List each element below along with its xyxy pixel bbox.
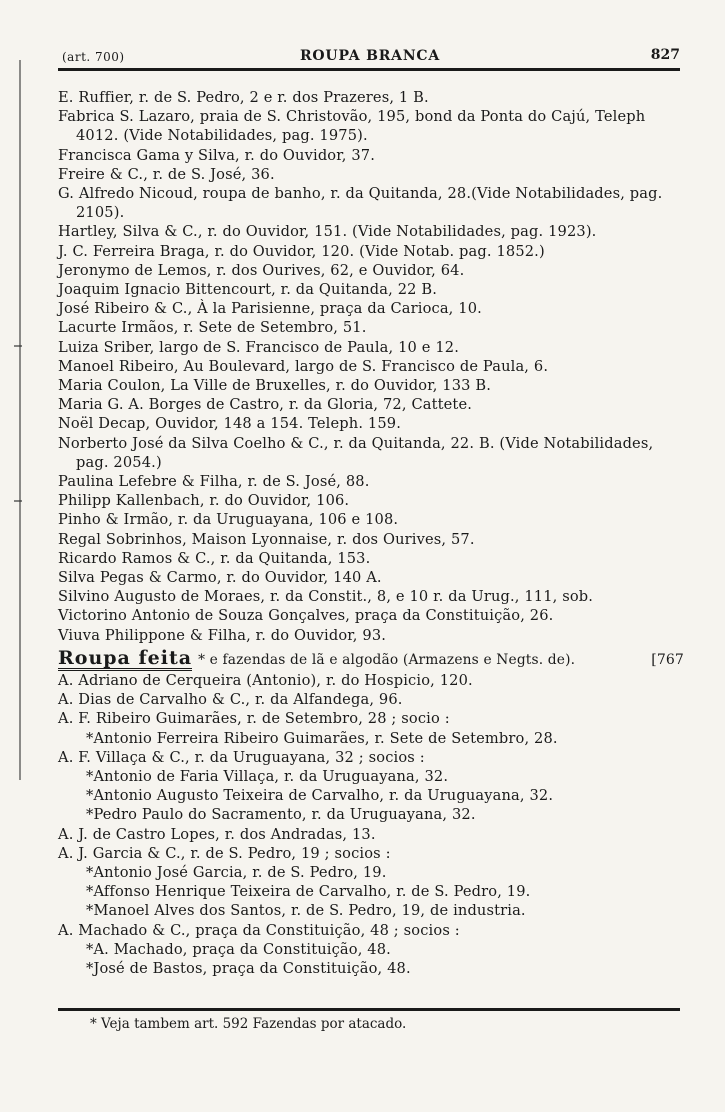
partner-entry: *Antonio Ferreira Ribeiro Guimarães, r. Sete de Setembro, 28. [86, 729, 558, 747]
list-item: Ricardo Ramos & C., r. da Quitanda, 153. [58, 549, 371, 567]
partner-entry: *Pedro Paulo do Sacramento, r. da Uruguayana, 32. [86, 806, 476, 824]
list-item: Viuva Philippone & Filha, r. do Ouvidor, 93. [58, 626, 387, 644]
partner-entry: *Antonio José Garcia, r. de S. Pedro, 19. [86, 863, 387, 881]
section-description: * e fazendas de lã e algodão (Armazens e Negts. de). [198, 651, 576, 668]
firm-entry: A. Dias de Carvalho & C., r. da Alfandega, 96. [58, 691, 403, 709]
list-item: Manoel Ribeiro, Au Boulevard, largo de S. Francisco de Paula, 6. [58, 357, 549, 375]
list-item: Regal Sobrinhos, Maison Lyonnaise, r. dos Ourives, 57. [58, 530, 475, 548]
list-item: Luiza Sriber, largo de S. Francisco de Paula, 10 e 12. [58, 338, 459, 356]
list-item: E. Ruffier, r. de S. Pedro, 2 e r. dos Prazeres, 1 B. [58, 89, 429, 106]
list-item: Maria Coulon, La Ville de Bruxelles, r. do Ouvidor, 133 B. [58, 377, 492, 395]
header-rule [58, 68, 680, 71]
entry-list [58, 88, 684, 645]
list-item: Francisca Gama y Silva, r. do Ouvidor, 37. [58, 146, 375, 164]
list-item: Fabrica S. Lazaro, praia de S. Christovão, 195, bond da Ponta do Cajú, Teleph 4012. (Vide Notabilidades, pag. 1975). [58, 108, 646, 145]
list-item: Hartley, Silva & C., r. do Ouvidor, 151. (Vide Notabilidades, pag. 1923). [58, 223, 597, 241]
list-item: Silvino Augusto de Moraes, r. da Constit., 8, e 10 r. da Urug., 111, sob. [58, 588, 594, 606]
listing-content [58, 88, 684, 978]
page-title: ROUPA BRANCA [300, 48, 441, 64]
list-item: Noël Decap, Ouvidor, 148 a 154. Teleph. 159. [58, 415, 402, 433]
list-item: Norberto José da Silva Coelho & C., r. da Quitanda, 22. B. (Vide Notabilidades, pag. 2054.) [58, 434, 654, 471]
article-reference: (art. 700) [62, 50, 125, 64]
partner-entry: *Affonso Henrique Teixeira de Carvalho, r. de S. Pedro, 19. [86, 883, 531, 901]
page-number: 827 [650, 47, 680, 63]
list-item: Pinho & Irmão, r. da Uruguayana, 106 e 108. [58, 511, 399, 529]
list-item: José Ribeiro & C., À la Parisienne, praça da Carioca, 10. [58, 300, 482, 318]
partner-entry: *Antonio de Faria Villaça, r. da Uruguayana, 32. [86, 767, 449, 785]
footer-rule [58, 1008, 680, 1011]
firm-entry: A. F. Ribeiro Guimarães, r. de Setembro, 28 ; socio : [58, 710, 450, 728]
firm-entry: A. Machado & C., praça da Constituição, 48 ; socios : [58, 921, 460, 939]
list-item: Freire & C., r. de S. José, 36. [58, 165, 275, 183]
list-item: Maria G. A. Borges de Castro, r. da Gloria, 72, Cattete. [58, 396, 473, 414]
list-item: Jeronymo de Lemos, r. dos Ourives, 62, e Ouvidor, 64. [58, 261, 465, 279]
list-item: Philipp Kallenbach, r. do Ouvidor, 106. [58, 492, 350, 510]
margin-tick [14, 500, 22, 502]
firm-entry: A. J. Garcia & C., r. de S. Pedro, 19 ; socios : [58, 844, 391, 862]
firm-entry: A. Adriano de Cerqueira (Antonio), r. do Hospicio, 120. [58, 671, 473, 689]
partner-entry: *Antonio Augusto Teixeira de Carvalho, r. da Uruguayana, 32. [86, 787, 554, 805]
list-item: Joaquim Ignacio Bittencourt, r. da Quitanda, 22 B. [58, 281, 438, 299]
list-item: Silva Pegas & Carmo, r. do Ouvidor, 140 A. [58, 569, 382, 587]
margin-line [19, 60, 21, 780]
page-header [62, 44, 680, 66]
list-item: Paulina Lefebre & Filha, r. de S. José, 88. [58, 473, 370, 491]
firm-entry: A. J. de Castro Lopes, r. dos Andradas, 13. [58, 825, 376, 843]
section-title: Roupa feita [58, 646, 193, 669]
section-heading [58, 648, 684, 671]
list-item: G. Alfredo Nicoud, roupa de banho, r. da Quitanda, 28.(Vide Notabilidades, pag. 2105). [58, 185, 663, 222]
list-item: J. C. Ferreira Braga, r. do Ouvidor, 120. (Vide Notab. pag. 1852.) [58, 242, 545, 260]
margin-tick [14, 345, 22, 347]
firm-entry: A. F. Villaça & C., r. da Uruguayana, 32 ; socios : [58, 748, 425, 766]
firm-list [58, 671, 684, 978]
partner-entry: *A. Machado, praça da Constituição, 48. [86, 940, 391, 958]
footnote: * Veja tambem art. 592 Fazendas por atacado. [90, 1016, 407, 1032]
section-code: [767 [651, 651, 684, 668]
partner-entry: *Manoel Alves dos Santos, r. de S. Pedro, 19, de industria. [86, 902, 526, 920]
list-item: Lacurte Irmãos, r. Sete de Setembro, 51. [58, 319, 367, 337]
list-item: Victorino Antonio de Souza Gonçalves, praça da Constituição, 26. [58, 607, 554, 625]
partner-entry: *José de Bastos, praça da Constituição, 48. [86, 959, 411, 977]
